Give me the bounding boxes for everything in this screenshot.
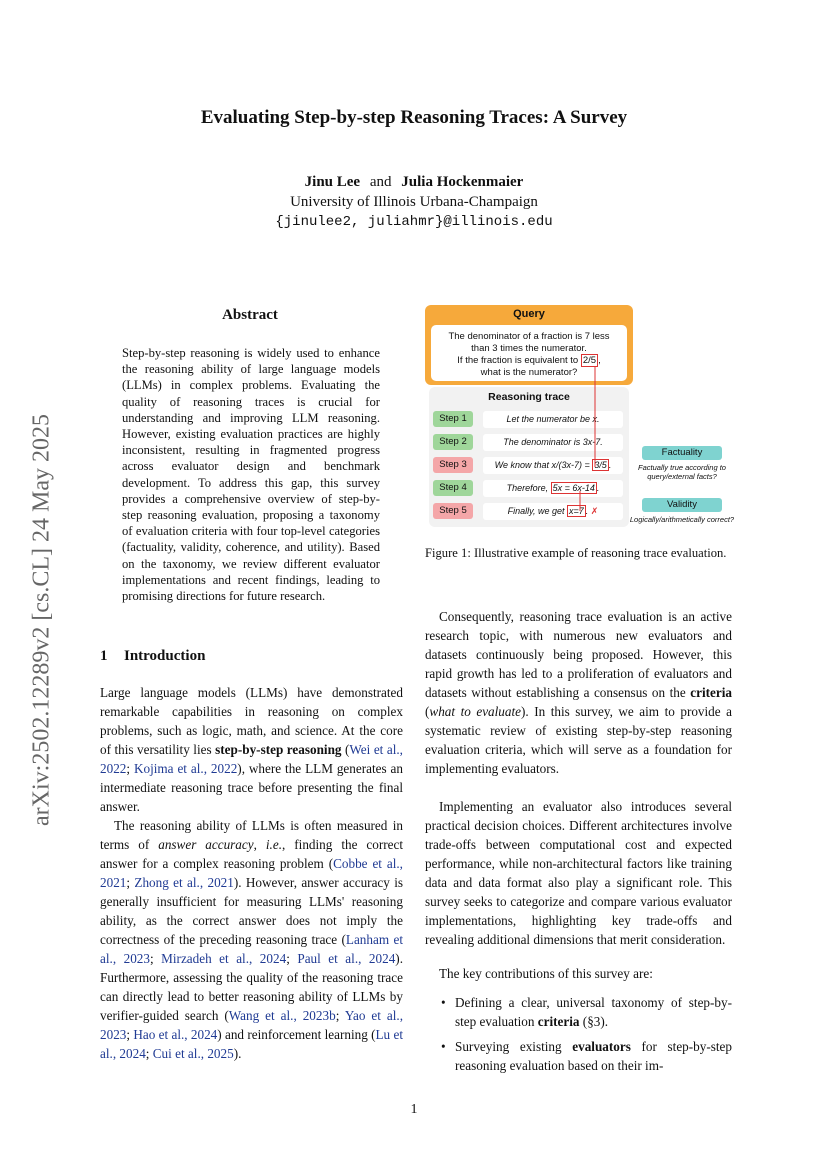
text-run: ( bbox=[425, 704, 430, 719]
intro-paragraph-2 bbox=[100, 816, 403, 1063]
text-run: ; bbox=[286, 951, 298, 966]
author-block bbox=[0, 172, 828, 232]
bullet-icon: • bbox=[441, 1039, 446, 1054]
list-item bbox=[425, 993, 732, 1031]
text-run: ; bbox=[335, 1008, 345, 1023]
author-name: Jinu Lee bbox=[304, 174, 361, 190]
page-number: 1 bbox=[410, 1102, 418, 1117]
intro-paragraph-3 bbox=[425, 607, 732, 778]
paper-title: Evaluating Step-by-step Reasoning Traces: A Survey bbox=[200, 107, 628, 128]
affiliation: University of Illinois Urbana-Champaign bbox=[290, 194, 538, 210]
text-run: Surveying existing bbox=[455, 1039, 573, 1054]
text-run: Large language models (LLMs) have demonstrated remarkable capabilities in reasoning on complex problems, such as logic, math, and science. At the core of this versatility lies bbox=[100, 685, 403, 757]
step-label: Step 2 bbox=[433, 434, 473, 450]
step-label: Step 1 bbox=[433, 411, 473, 427]
text-run: If the fraction is equivalent to bbox=[457, 355, 581, 366]
reasoning-trace-title: Reasoning trace bbox=[488, 391, 570, 403]
author-email: {jinulee2, juliahmr}@illinois.edu bbox=[275, 214, 553, 230]
emphasis: answer accuracy bbox=[158, 837, 254, 852]
section-heading bbox=[100, 648, 205, 665]
highlighted-value: 3/5 bbox=[594, 460, 607, 470]
step-text: Let the numerator be x. bbox=[483, 411, 623, 428]
highlighted-value: 2/5 bbox=[582, 355, 597, 366]
text-run: , bbox=[253, 837, 266, 852]
cross-mark-icon: ✗ bbox=[590, 506, 599, 516]
highlighted-value: x=7 bbox=[569, 506, 584, 516]
arxiv-identifier bbox=[24, 360, 60, 880]
text-run: , bbox=[598, 355, 601, 366]
step-text: The denominator is 3x-7. bbox=[483, 434, 623, 451]
query-line: than 3 times the numerator. bbox=[471, 343, 587, 354]
text-run: ), where the LLM generates an intermediate reasoning trace before presenting the final answer. bbox=[100, 761, 403, 814]
intro-paragraph-4: Implementing an evaluator also introduces several practical decision choices. Different architectures involve trade-offs between computational cost and expected performance, while non-architectural factors like training data and data format also play a significant role. This survey seeks to categorize and compare various evaluator implementations, highlighting key trade-offs and revealing additional dimensions that merit consideration. bbox=[425, 799, 732, 947]
section-title: Introduction bbox=[124, 648, 206, 664]
author-conjunction: and bbox=[369, 174, 392, 190]
text-run: The reasoning ability of LLMs is often measured in terms of bbox=[100, 818, 403, 852]
emphasis: what to evaluate bbox=[429, 704, 522, 719]
citation-link[interactable]: Paul et al., 2024 bbox=[297, 951, 396, 966]
citation-link[interactable]: Cui et al., 2025 bbox=[152, 1046, 234, 1061]
figure-reasoning-trace bbox=[425, 303, 735, 535]
citation-link[interactable]: Hao et al., 2024 bbox=[133, 1027, 218, 1042]
text-run: ) and reinforcement learning ( bbox=[217, 1027, 376, 1042]
bullet-icon: • bbox=[441, 995, 446, 1010]
emphasis: i.e. bbox=[265, 837, 282, 852]
text-run: . bbox=[596, 483, 600, 493]
step-label: Step 4 bbox=[433, 480, 473, 496]
criterion-description: Factually true according to query/external facts? bbox=[638, 463, 726, 481]
text-run: Finally, we get bbox=[507, 506, 567, 516]
intro-paragraph-5: The key contributions of this survey are: bbox=[439, 966, 653, 981]
citation-link[interactable]: Wang et al., 2023b bbox=[228, 1008, 336, 1023]
text-run: ). bbox=[233, 1046, 242, 1061]
list-item bbox=[425, 1037, 732, 1075]
section-number: 1 bbox=[100, 648, 108, 664]
query-title: Query bbox=[513, 308, 545, 320]
text-run: ; bbox=[145, 1046, 153, 1061]
citation-link[interactable]: Lu et al., 2024 bbox=[100, 1027, 403, 1061]
text-run: Consequently, reasoning trace evaluation is an active research topic, with numerous new evaluators and datasets continuously being proposed. However, this rapid growth has led to a proliferation of evaluators and datasets without establishing a consensus on the bbox=[425, 609, 732, 700]
text-run: ). Furthermore, assessing the quality of the reasoning trace can directly lead to better reasoning ability of LLMs by verifier-guided search ( bbox=[100, 951, 403, 1023]
text-run: . bbox=[585, 506, 589, 516]
criterion-validity: Validity bbox=[642, 498, 722, 512]
criterion-description: Logically/arithmetically correct? bbox=[629, 515, 735, 524]
criterion-factuality: Factuality bbox=[642, 446, 722, 460]
step-label: Step 5 bbox=[433, 503, 473, 519]
bold-term: criteria bbox=[690, 685, 732, 700]
text-run: Defining a clear, universal taxonomy of step-by-step evaluation bbox=[455, 995, 732, 1029]
abstract-text: Step-by-step reasoning is widely used to enhance the reasoning ability of large language models (LLMs) in complex problems. Evaluating the quality of reasoning traces is crucial for understanding and improving LLM reasoning. However, existing evaluation practices are highly inconsistent, resulting in fragmented progress across evaluator design and benchmark development. To address this gap, this survey provides a comprehensive overview of step-by-step reasoning evaluation, proposing a taxonomy of evaluation criteria with four top-level categories (factuality, validity, coherence, and utility). Based on the taxonomy, we review different evaluator implementations and recent findings, leading to promising directions for future research. bbox=[122, 346, 380, 604]
citation-link[interactable]: Lanham et al., 2023 bbox=[100, 932, 403, 966]
arxiv-identifier-text: arXiv:2502.12289v2 [cs.CL] 24 May 2025 bbox=[28, 414, 55, 826]
figure-caption: Figure 1: Illustrative example of reasoning trace evaluation. bbox=[425, 546, 727, 560]
text-run: ). In this survey, we aim to provide a systematic review of existing step-by-step reasoning evaluation criteria, which will serve as a foundation for implementing evaluators. bbox=[425, 704, 732, 776]
intro-paragraph-1 bbox=[100, 683, 403, 816]
citation-link[interactable]: Mirzadeh et al., 2024 bbox=[161, 951, 287, 966]
bold-term: criteria bbox=[537, 1014, 580, 1029]
query-line: The denominator of a fraction is 7 less bbox=[448, 331, 610, 342]
text-run: ; bbox=[126, 875, 135, 890]
step-label: Step 3 bbox=[433, 457, 473, 473]
text-run: ( bbox=[341, 742, 350, 757]
abstract-heading: Abstract bbox=[222, 307, 278, 323]
citation-link[interactable]: Yao et al., 2023 bbox=[100, 1008, 403, 1042]
bold-term: step-by-step reasoning bbox=[215, 742, 342, 757]
contribution-list bbox=[425, 993, 732, 1081]
text-run: ; bbox=[149, 951, 162, 966]
text-run: ; bbox=[126, 1027, 134, 1042]
text-run: (§3). bbox=[579, 1014, 609, 1029]
text-run: for step-by-step reasoning evaluation based on their im- bbox=[455, 1039, 732, 1073]
text-run: . bbox=[608, 460, 612, 470]
author-name: Julia Hockenmaier bbox=[401, 174, 524, 190]
citation-link[interactable]: Kojima et al., 2022 bbox=[133, 761, 238, 776]
text-run: ). However, answer accuracy is generally insufficient for measuring LLMs' reasoning ability, as the correct answer does not imply the correctness of the preceding reasoning trace ( bbox=[100, 875, 404, 947]
citation-link[interactable]: Cobbe et al., 2021 bbox=[100, 856, 403, 890]
text-run: Therefore, bbox=[506, 483, 551, 493]
citation-link[interactable]: Wei et al., 2022 bbox=[100, 742, 403, 776]
highlighted-value: 5x = 6x-14 bbox=[552, 483, 595, 493]
citation-link[interactable]: Zhong et al., 2021 bbox=[134, 875, 234, 890]
bold-term: evaluators bbox=[572, 1039, 631, 1054]
text-run: We know that x/(3x-7) = bbox=[494, 460, 593, 470]
text-run: , finding the correct answer for a complex reasoning problem ( bbox=[100, 837, 403, 871]
text-run: ; bbox=[126, 761, 134, 776]
query-line: what is the numerator? bbox=[480, 367, 578, 378]
